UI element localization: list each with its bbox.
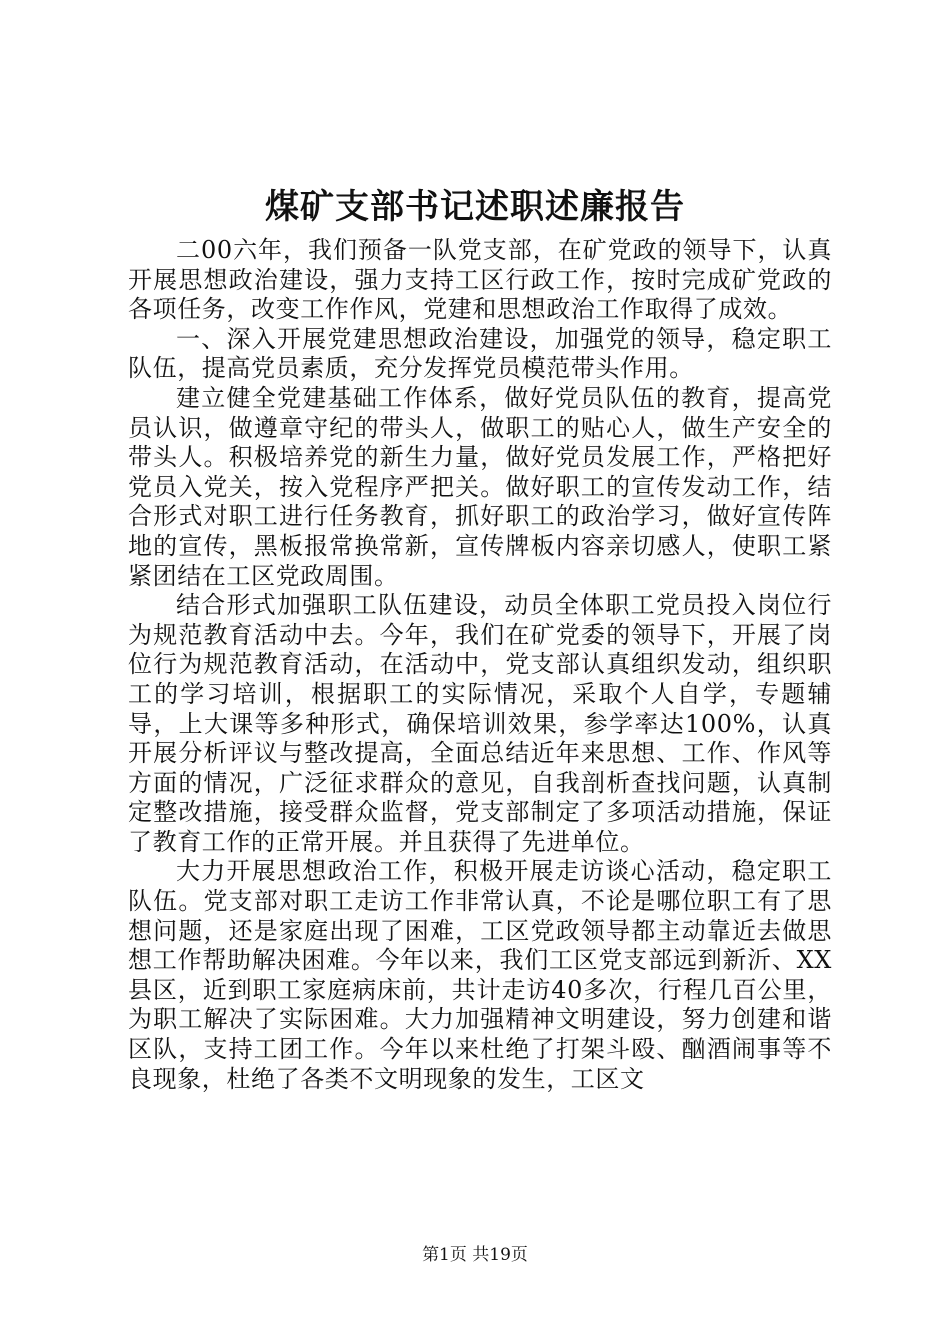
page-total: 共19页 — [472, 1245, 528, 1265]
page-number: 第1页 — [422, 1245, 467, 1265]
paragraph-intro: 二00六年，我们预备一队党支部，在矿党政的领导下，认真开展思想政治建设，强力支持工区行政工作，按时完成矿党政的各项任务，改变工作作风，党建和思想政治工作取得了成效。 — [128, 236, 832, 324]
page-footer — [0, 1243, 950, 1267]
paragraph-party-building: 建立健全党建基础工作体系，做好党员队伍的教育，提高党员认识，做遵章守纪的带头人，做职工的贴心人，做生产安全的带头人。积极培养党的新生力量，做好党员发展工作，严格把好党员入党关，按入党程序严把关。做好职工的宣传发动工作，结合形式对职工进行任务教育，抓好职工的政治学习，做好宣传阵地的宣传，黑板报常换常新，宣传牌板内容亲切感人，使职工紧紧团结在工区党政周围。 — [128, 383, 832, 590]
paragraph-section-one-heading: 一、深入开展党建思想政治建设，加强党的领导，稳定职工队伍，提高党员素质，充分发挥党员模范带头作用。 — [128, 324, 832, 383]
document-title: 煤矿支部书记述职述廉报告 — [265, 187, 685, 227]
paragraph-team-building: 结合形式加强职工队伍建设，动员全体职工党员投入岗位行为规范教育活动中去。今年，我们在矿党委的领导下，开展了岗位行为规范教育活动，在活动中，党支部认真组织发动，组织职工的学习培训，根据职工的实际情况，采取个人自学，专题辅导，上大课等多种形式，确保培训效果，参学率达100%，认真开展分析评议与整改提高，全面总结近年来思想、工作、作风等方面的情况，广泛征求群众的意见，自我剖析查找问题，认真制定整改措施，接受群众监督，党支部制定了多项活动措施，保证了教育工作的正常开展。并且获得了先进单位。 — [128, 591, 832, 856]
paragraph-political-work: 大力开展思想政治工作，积极开展走访谈心活动，稳定职工队伍。党支部对职工走访工作非常认真，不论是哪位职工有了思想问题，还是家庭出现了困难，工区党政领导都主动靠近去做思想工作帮助解决困难。今年以来，我们工区党支部远到新沂、XX县区，近到职工家庭病床前，共计走访40多次，行程几百公里，为职工解决了实际困难。大力加强精神文明建设，努力创建和谐区队，支持工团工作。今年以来杜绝了打架斗殴、酗酒闹事等不良现象，杜绝了各类不文明现象的发生，工区文 — [128, 857, 832, 1093]
document-body — [128, 236, 832, 1094]
